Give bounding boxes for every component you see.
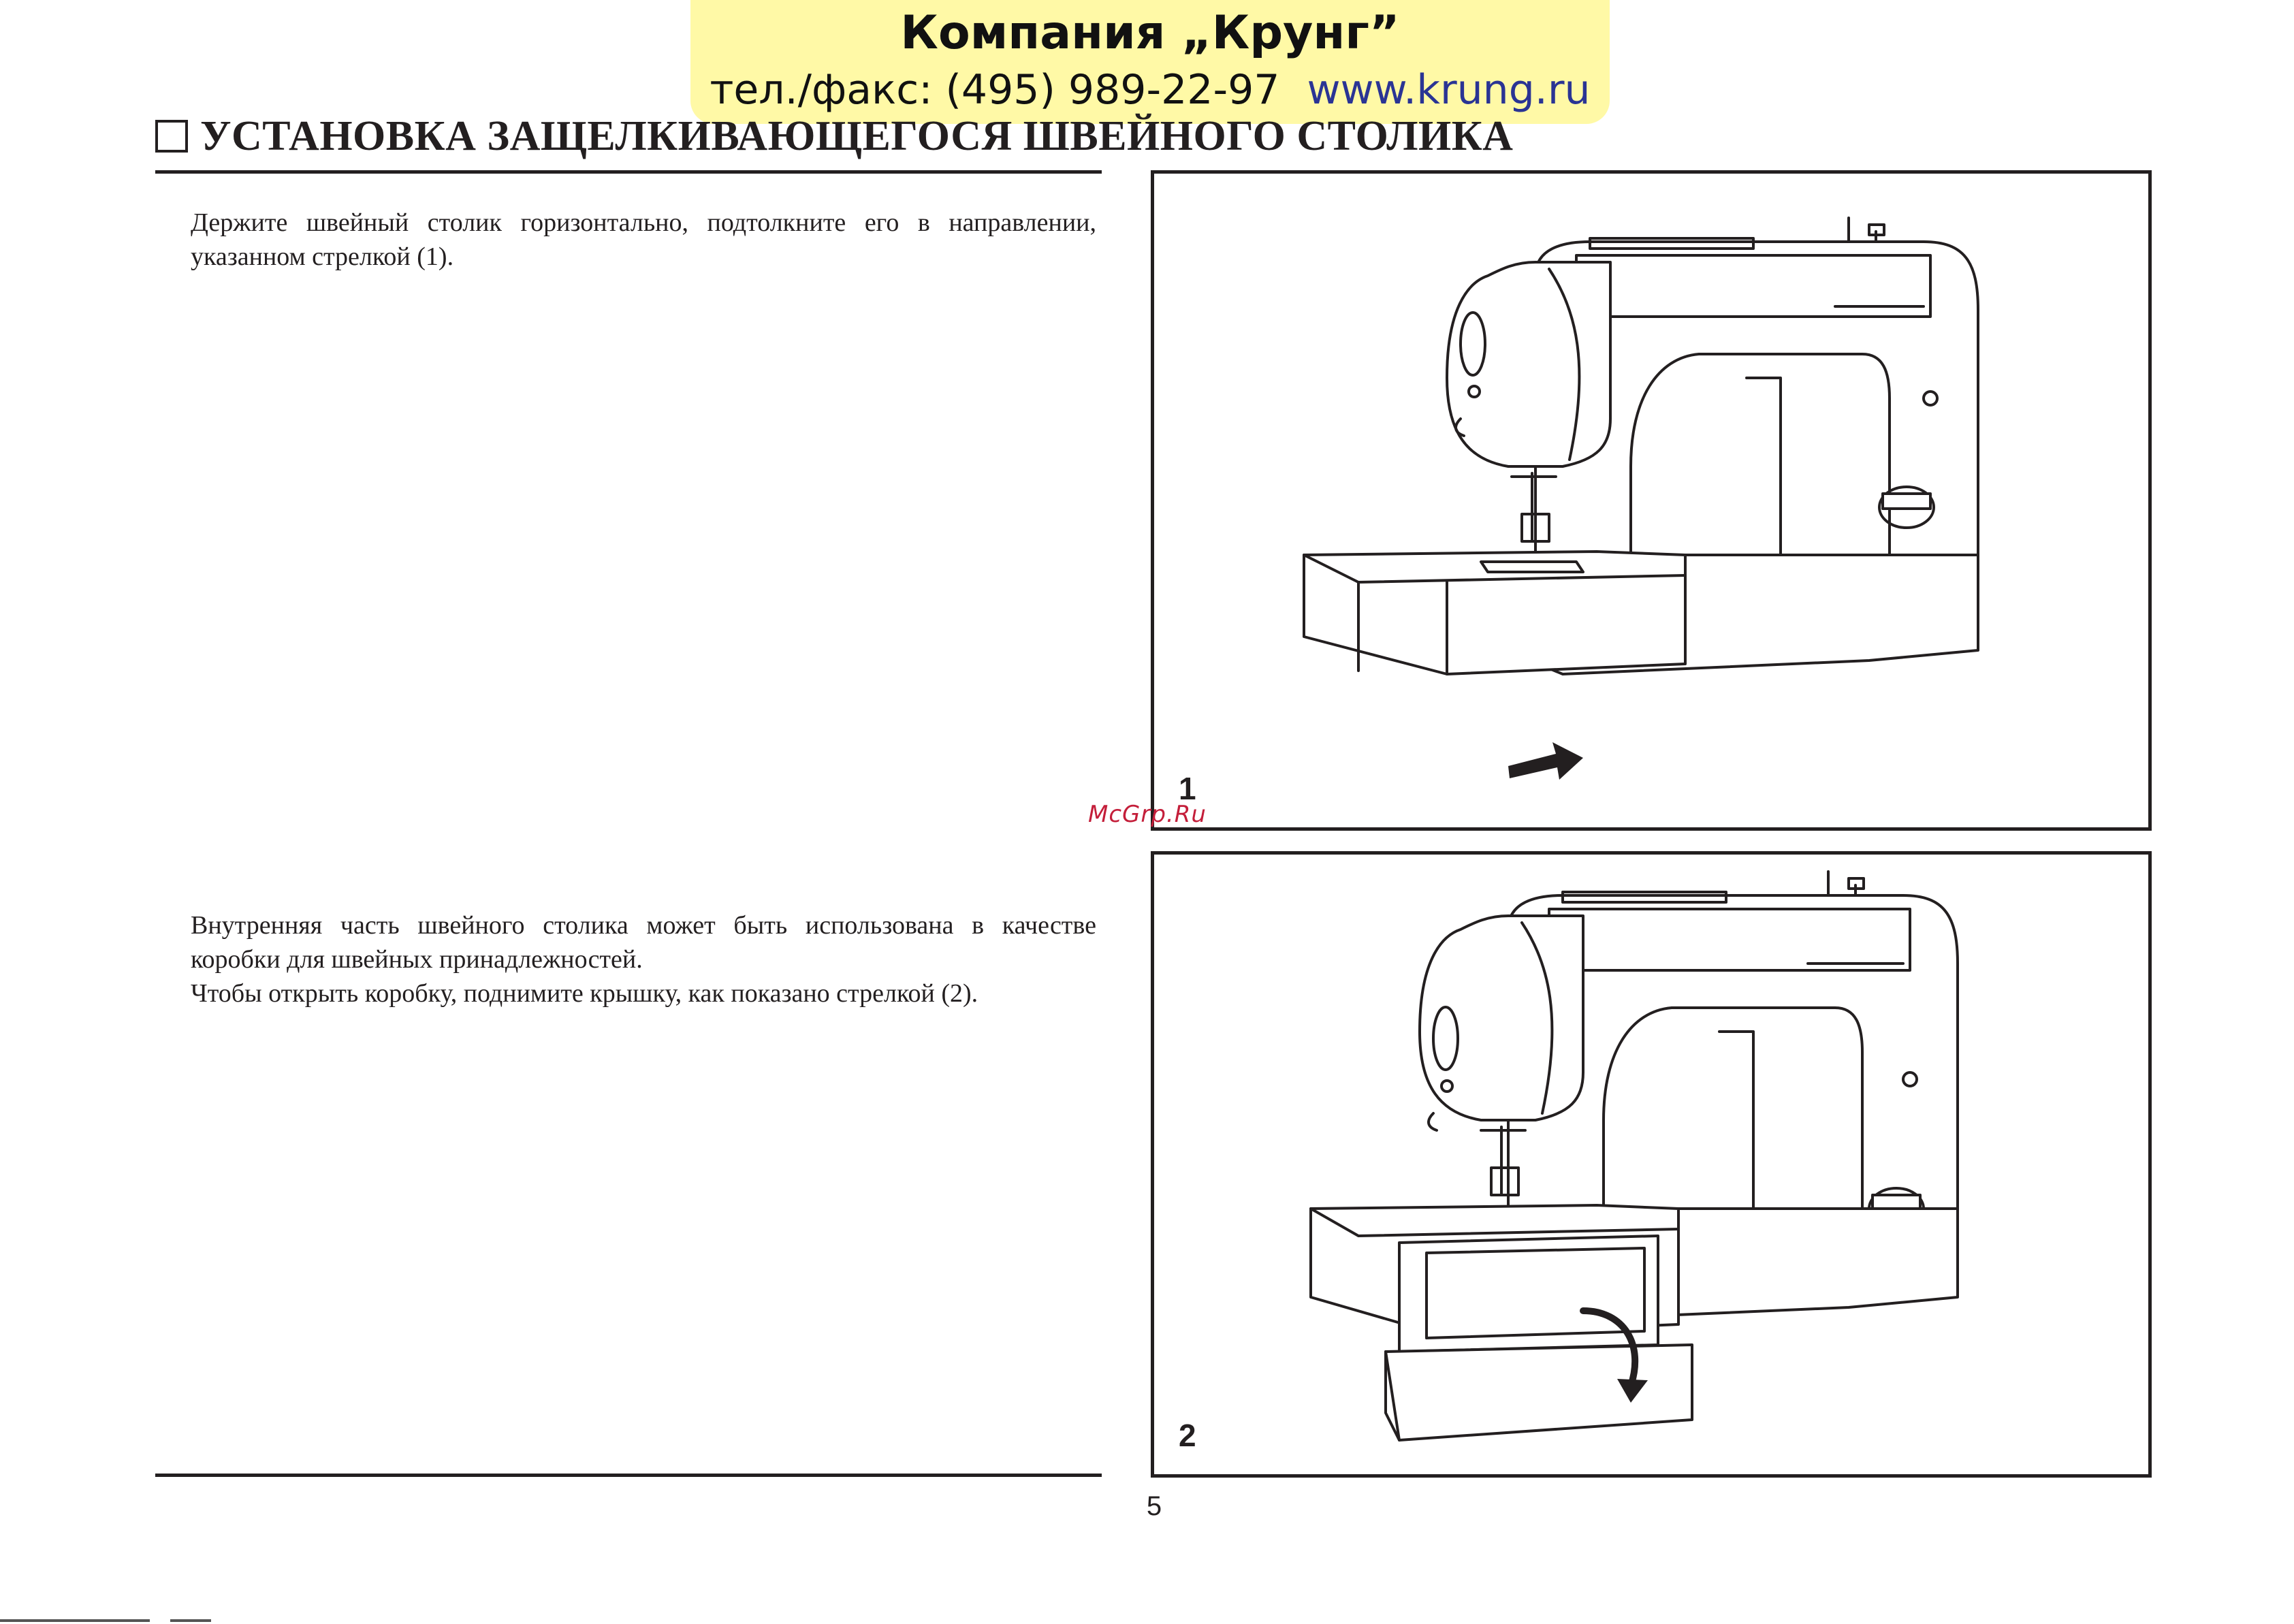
step1-instruction: [191, 206, 1096, 274]
machine-head: [1447, 262, 1610, 466]
spool-pin-icon: [1849, 218, 1884, 242]
watermark: McGrp.Ru: [1088, 801, 1207, 828]
checkbox-square-icon: [155, 120, 188, 153]
bottom-edge-mark: [170, 1619, 211, 1622]
bottom-edge-line: [0, 1619, 150, 1622]
section-title-text: УСТАНОВКА ЗАЩЕЛКИВАЮЩЕГОСЯ ШВЕЙНОГО СТОЛИКА: [200, 112, 1514, 159]
company-phone: тел./факс: (495) 989-22-97: [710, 66, 1280, 114]
company-banner: [690, 0, 1610, 124]
extension-table: [1304, 552, 1685, 674]
company-website-link[interactable]: www.krung.ru: [1307, 66, 1591, 114]
sewing-machine-table-attach-illustration: [1154, 174, 2148, 827]
step1-paragraph: Держите швейный столик горизонтально, подтолкните его в направлении, указанном стрелкой (1).: [191, 208, 1096, 271]
company-name: Компания „Крунг”: [900, 6, 1400, 60]
spool-pin-icon: [1828, 872, 1864, 895]
top-divider: [155, 170, 1102, 174]
step2-instruction: [191, 908, 1096, 1010]
figure-1-panel: [1151, 170, 2152, 831]
figure-2-number: 2: [1179, 1418, 1196, 1453]
step2-paragraph-2: Чтобы открыть коробку, поднимите крышку, как показано стрелкой (2).: [191, 979, 978, 1008]
page-number: 5: [1146, 1491, 1162, 1521]
accessory-box-lid: [1386, 1345, 1692, 1440]
bottom-divider: [155, 1474, 1102, 1477]
figure-1-number: 1: [1179, 771, 1196, 806]
step2-paragraph-1: Внутренняя часть швейного столика может быть использована в качестве коробки для швейных принадлежностей.: [191, 911, 1096, 974]
figure-2-panel: [1151, 851, 2152, 1478]
sewing-machine-accessory-box-illustration: [1154, 855, 2148, 1474]
section-title: [155, 109, 1513, 163]
push-arrow-icon: [1508, 742, 1583, 780]
